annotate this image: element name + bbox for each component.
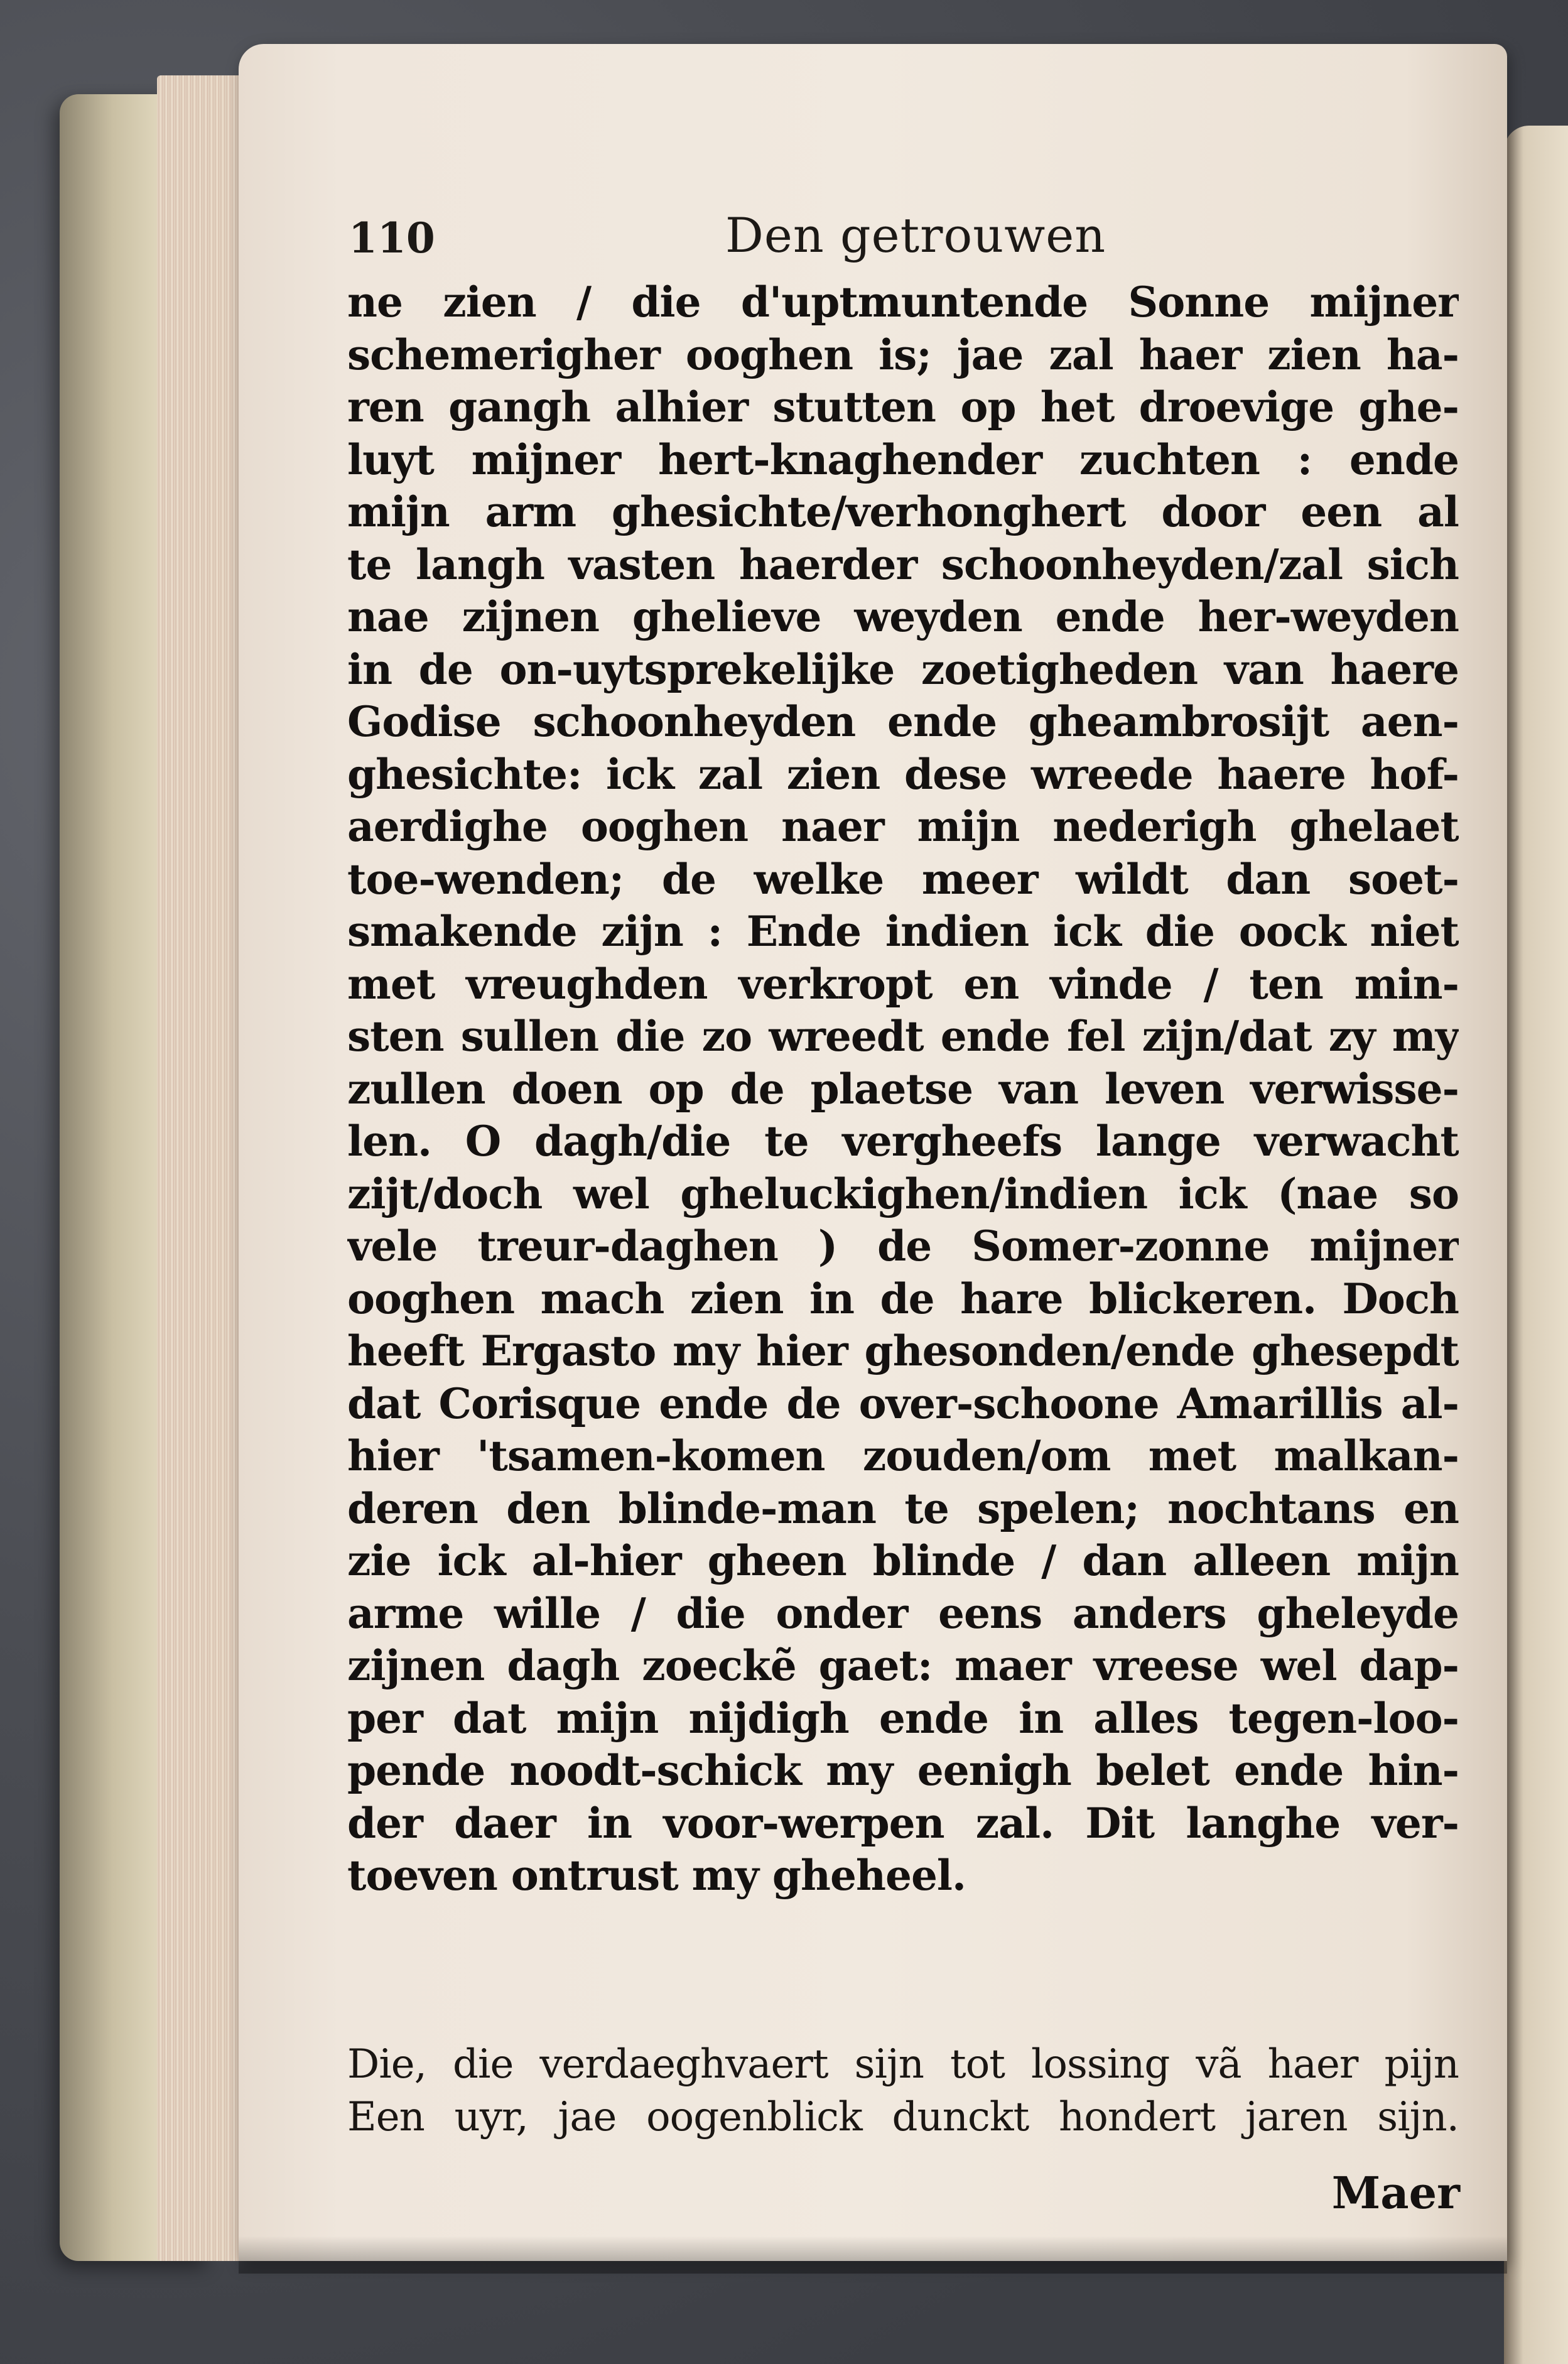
text-line: schemerigher ooghen is; jae zal haer zien ha- bbox=[347, 330, 1459, 379]
text-line: met vreughden verkropt en vinde / ten min- bbox=[347, 959, 1459, 1009]
text-line: ren gangh alhier stutten op het droevige ghe- bbox=[347, 382, 1459, 431]
text-line: per dat mijn nijdigh ende in alles tegen-loo- bbox=[347, 1693, 1459, 1743]
text-line: luyt mijner hert-knaghender zuchten : ende bbox=[347, 435, 1459, 484]
text-line: zijnen dagh zoeckẽ gaet: maer vreese wel dap- bbox=[347, 1641, 1459, 1690]
text-line: hier 'tsamen-komen zouden/om met malkan- bbox=[347, 1431, 1459, 1480]
text-line: toe-wenden; de welke meer wildt dan soet- bbox=[347, 854, 1459, 904]
text-line: der daer in voor-werpen zal. Dit langhe ver- bbox=[347, 1798, 1459, 1848]
text-line: ooghen mach zien in de hare blickeren. Doch bbox=[347, 1274, 1459, 1323]
page-number: 110 bbox=[349, 214, 435, 263]
text-line: smakende zijn : Ende indien ick die oock niet bbox=[347, 907, 1459, 956]
text-line: arme wille / die onder eens anders gheleyde bbox=[347, 1588, 1459, 1638]
text-line: toeven ontrust my gheheel. bbox=[347, 1851, 966, 1900]
text-line: ghesichte: ick zal zien dese wreede haere hof- bbox=[347, 749, 1459, 799]
text-line: zullen doen op de plaetse van leven verwisse- bbox=[347, 1064, 1459, 1114]
text-line: aerdighe ooghen naer mijn nederigh ghelaet bbox=[347, 802, 1459, 851]
text-line: zie ick al-hier gheen blinde / dan alleen mijn bbox=[347, 1536, 1459, 1585]
text-line: sten sullen die zo wreedt ende fel zijn/dat zy my bbox=[347, 1012, 1459, 1061]
text-line: dat Corisque ende de over-schoone Amarillis al- bbox=[347, 1379, 1459, 1428]
verse-line: Een uyr, jae oogenblick dunckt hondert jaren sijn. bbox=[347, 2094, 1459, 2140]
text-line: Godise schoonheyden ende gheambrosijt aen- bbox=[347, 697, 1459, 746]
text-line: in de on-uytsprekelijke zoetigheden van haere bbox=[347, 644, 1459, 694]
verse-couplet bbox=[347, 2038, 1459, 2144]
page-header bbox=[349, 207, 1466, 276]
text-line: deren den blinde-man te spelen; nochtans en bbox=[347, 1483, 1459, 1533]
text-line: vele treur-daghen ) de Somer-zonne mijner bbox=[347, 1222, 1459, 1271]
text-line: ne zien / die d'uptmuntende Sonne mijner bbox=[347, 278, 1459, 327]
catchword: Maer bbox=[1331, 2167, 1460, 2219]
text-line: pende noodt-schick my eenigh belet ende hin- bbox=[347, 1746, 1459, 1795]
text-line: len. O dagh/die te vergheefs lange verwacht bbox=[347, 1117, 1459, 1166]
text-line: heeft Ergasto my hier ghesonden/ende ghesepdt bbox=[347, 1326, 1459, 1375]
text-line: nae zijnen ghelieve weyden ende her-weyden bbox=[347, 592, 1459, 641]
text-line: mijn arm ghesichte/verhonghert door een al bbox=[347, 487, 1459, 536]
page-bottom-shadow bbox=[239, 2236, 1507, 2274]
text-line: zijt/doch wel gheluckighen/indien ick (nae so bbox=[347, 1169, 1459, 1218]
verse-line: Die, die verdaeghvaert sijn tot lossing vã haer pijn bbox=[347, 2041, 1459, 2088]
facing-page-edge bbox=[1504, 126, 1568, 2364]
text-line: te langh vasten haerder schoonheyden/zal sich bbox=[347, 539, 1459, 589]
body-text bbox=[347, 276, 1459, 1902]
running-head: Den getrouwen bbox=[725, 207, 1106, 263]
